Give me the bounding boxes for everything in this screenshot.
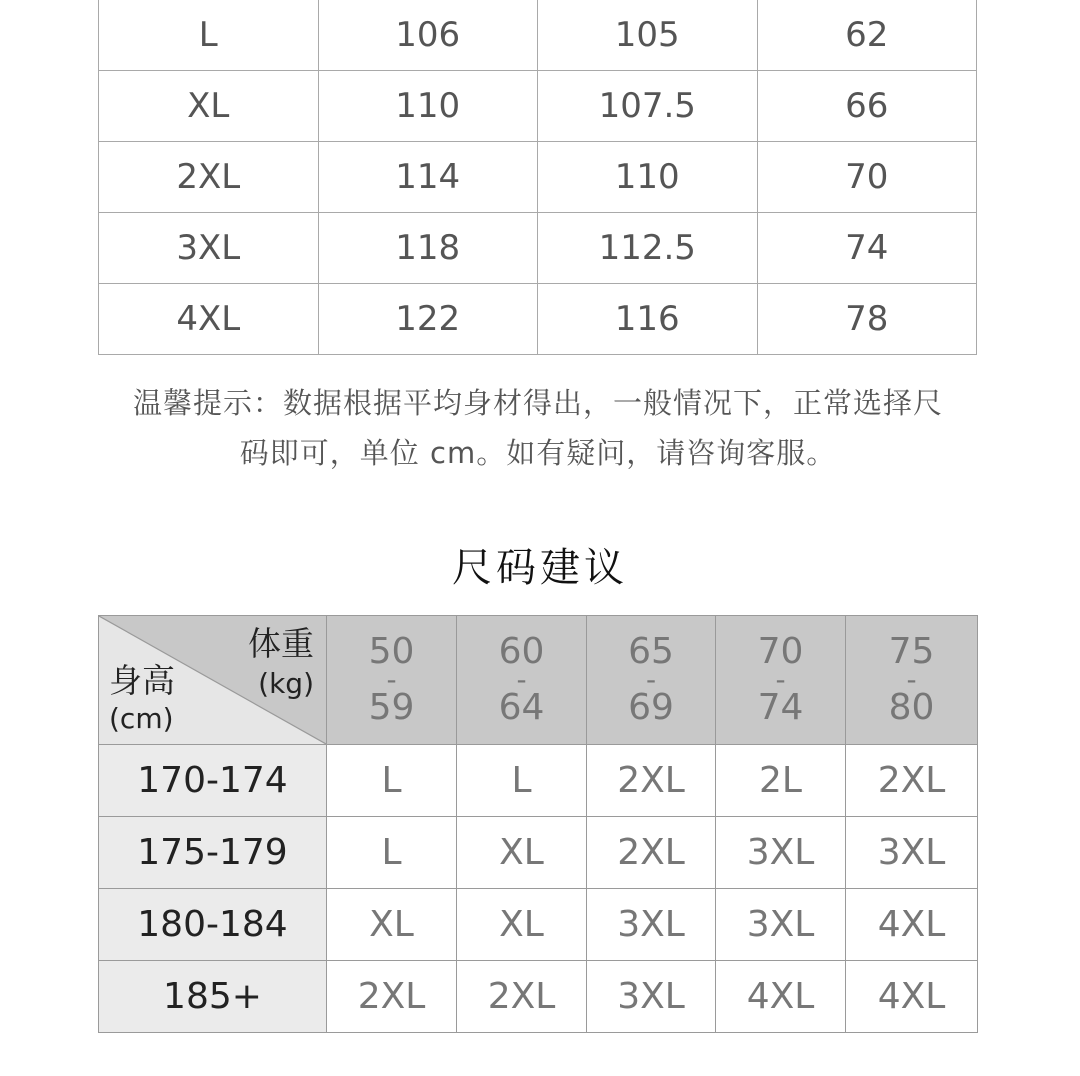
size-table-row xyxy=(99,213,977,284)
weight-axis-label xyxy=(248,624,314,704)
height-unit: (cm) xyxy=(109,702,174,735)
size-table-row xyxy=(99,284,977,355)
size-note xyxy=(98,378,978,478)
recommendation-body xyxy=(99,745,978,1033)
recommended-size-cell: L xyxy=(327,745,457,817)
weight-range-header xyxy=(846,616,978,745)
size-value-cell: 110 xyxy=(538,142,758,213)
weight-range-to: 64 xyxy=(498,687,545,728)
recommended-size-cell: L xyxy=(457,745,587,817)
recommended-size-cell: XL xyxy=(457,817,587,889)
size-label-cell: 2XL xyxy=(99,142,319,213)
size-table-row xyxy=(99,142,977,213)
size-value-cell: 62 xyxy=(757,0,977,71)
weight-range-to: 69 xyxy=(628,687,674,728)
size-recommendation-table xyxy=(98,615,978,1033)
weight-range-to: 80 xyxy=(888,687,935,728)
recommended-size-cell: 3XL xyxy=(716,889,846,961)
recommended-size-cell: 4XL xyxy=(716,961,846,1033)
size-label-cell: L xyxy=(99,0,319,71)
recommended-size-cell: 2XL xyxy=(587,745,716,817)
size-value-cell: 110 xyxy=(318,71,538,142)
weight-range-dash: - xyxy=(906,663,917,696)
weight-range-from: 70 xyxy=(757,631,804,672)
size-table-row xyxy=(99,0,977,71)
weight-range-header xyxy=(327,616,457,745)
recommended-size-cell: 2XL xyxy=(327,961,457,1033)
recommended-size-cell: 4XL xyxy=(846,889,978,961)
size-value-cell: 66 xyxy=(757,71,977,142)
weight-range-header xyxy=(716,616,846,745)
weight-range-dash: - xyxy=(516,663,527,696)
section-title: 尺码建议 xyxy=(452,545,628,591)
weight-range-from: 65 xyxy=(628,631,674,672)
recommended-size-cell: 2L xyxy=(716,745,846,817)
weight-range-dash: - xyxy=(775,663,786,696)
size-table-body xyxy=(99,0,977,355)
weight-range-from: 75 xyxy=(888,631,935,672)
size-value-cell: 114 xyxy=(318,142,538,213)
recommended-size-cell: XL xyxy=(457,889,587,961)
note-line-2: 码即可，单位 cm。如有疑问，请咨询客服。 xyxy=(239,436,837,470)
recommended-size-cell: 3XL xyxy=(587,961,716,1033)
recommendation-row xyxy=(99,745,978,817)
recommended-size-cell: 2XL xyxy=(457,961,587,1033)
weight-label: 体重 xyxy=(248,624,314,663)
size-label-cell: 3XL xyxy=(99,213,319,284)
corner-header-cell xyxy=(99,616,327,745)
recommended-size-cell: L xyxy=(327,817,457,889)
size-table xyxy=(98,0,977,355)
size-value-cell: 112.5 xyxy=(538,213,758,284)
weight-range-dash: - xyxy=(386,663,397,696)
size-value-cell: 106 xyxy=(318,0,538,71)
weight-unit: (kg) xyxy=(258,667,314,700)
height-range-cell: 185+ xyxy=(99,961,327,1033)
recommendation-row xyxy=(99,889,978,961)
recommended-size-cell: 4XL xyxy=(846,961,978,1033)
note-line-1: 温馨提示：数据根据平均身材得出，一般情况下，正常选择尺 xyxy=(132,386,943,420)
weight-range-to: 59 xyxy=(368,687,415,728)
height-range-cell: 180-184 xyxy=(99,889,327,961)
size-value-cell: 116 xyxy=(538,284,758,355)
recommended-size-cell: 2XL xyxy=(587,817,716,889)
size-value-cell: 78 xyxy=(757,284,977,355)
size-value-cell: 70 xyxy=(757,142,977,213)
height-label: 身高 xyxy=(109,661,175,700)
weight-range-from: 60 xyxy=(498,631,545,672)
recommendation-row xyxy=(99,817,978,889)
height-axis-label xyxy=(109,662,175,738)
recommended-size-cell: 3XL xyxy=(587,889,716,961)
size-value-cell: 105 xyxy=(538,0,758,71)
height-range-cell: 175-179 xyxy=(99,817,327,889)
recommended-size-cell: 2XL xyxy=(846,745,978,817)
size-label-cell: 4XL xyxy=(99,284,319,355)
size-value-cell: 118 xyxy=(318,213,538,284)
weight-range-header xyxy=(457,616,587,745)
weight-range-from: 50 xyxy=(368,631,415,672)
weight-range-header xyxy=(587,616,716,745)
recommended-size-cell: XL xyxy=(327,889,457,961)
size-value-cell: 74 xyxy=(757,213,977,284)
size-table-row xyxy=(99,71,977,142)
weight-range-to: 74 xyxy=(757,687,804,728)
size-value-cell: 107.5 xyxy=(538,71,758,142)
height-range-cell: 170-174 xyxy=(99,745,327,817)
weight-range-dash: - xyxy=(645,663,657,696)
recommended-size-cell: 3XL xyxy=(846,817,978,889)
size-label-cell: XL xyxy=(99,71,319,142)
weight-header-row xyxy=(99,616,978,745)
recommended-size-cell: 3XL xyxy=(716,817,846,889)
size-value-cell: 122 xyxy=(318,284,538,355)
recommendation-row xyxy=(99,961,978,1033)
